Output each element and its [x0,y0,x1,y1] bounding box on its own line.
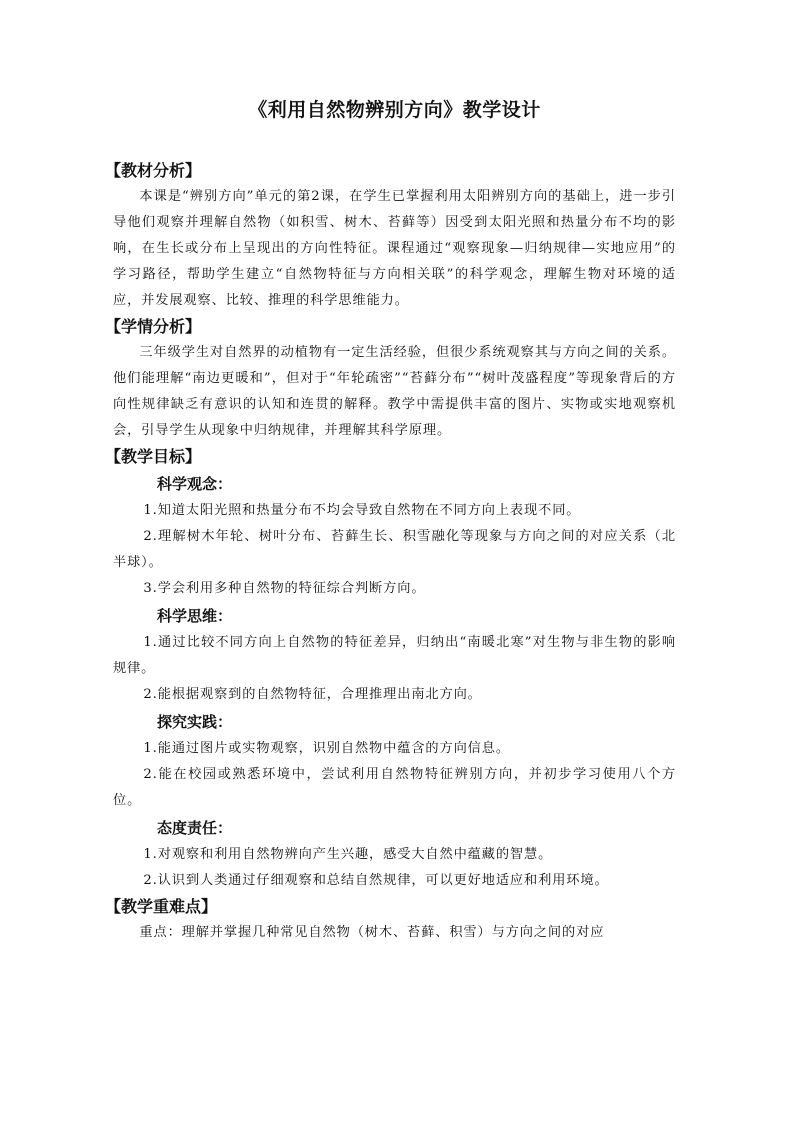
section-heading: 【学情分析】 [105,317,202,336]
section-teaching-goals [105,444,676,894]
goal-subheading: 态度责任： [157,819,233,837]
section-student-analysis [105,314,676,444]
goal-group-attitude [113,814,676,894]
goal-group-practice [113,708,676,814]
document-page [105,96,676,946]
goal-item: 2.认识到人类通过仔细观察和总结自然规律，可以更好地适应和利用环境。 [143,873,609,888]
section-key-difficult-points [105,894,676,946]
section-heading: 【教学目标】 [105,447,202,466]
goal-item: 2.能在校园或熟悉环境中，尝试利用自然物特征辨别方向，并初步学习使用八个方位。 [113,767,676,808]
goal-group-thinking [113,602,676,708]
section-textbook-analysis [105,158,676,314]
goal-item: 2.能根据观察到的自然物特征，合理推理出南北方向。 [143,687,482,702]
section-paragraph: 三年级学生对自然界的动植物有一定生活经验，但很少系统观察其与方向之间的关系。他们能理解“南边更暖和”，但对于“年轮疏密”“苔藓分布”“树叶茂盛程度”等现象背后的方向性规律缺乏有意识的认知和连贯的解释。教学中需提供丰富的图片、实物或实地观察机会，引导学生从现象中归纳规律，并理解其科学原理。 [113,345,676,438]
goal-subheading: 探究实践： [157,713,233,731]
goal-item: 2.理解树木年轮、树叶分布、苔藓生长、积雪融化等现象与方向之间的对应关系（北半球）。 [113,529,676,570]
goal-subheading: 科学观念： [157,475,233,493]
goal-item: 1.对观察和利用自然物辨向产生兴趣，感受大自然中蕴藏的智慧。 [143,847,553,862]
goal-item: 3.学会利用多种自然物的特征综合判断方向。 [143,581,426,596]
section-paragraph: 本课是“辨别方向”单元的第2课，在学生已掌握利用太阳辨别方向的基础上，进一步引导他们观察并理解自然物（如积雪、树木、苔藓等）因受到太阳光照和热量分布不均的影响，在生长或分布上呈现出的方向性特征。课程通过“观察现象—归纳规律—实地应用”的学习路径，帮助学生建立“自然物特征与方向相关联”的科学观念，理解生物对环境的适应，并发展观察、比较、推理的科学思维能力。 [113,189,676,308]
section-heading: 【教材分析】 [105,161,202,180]
goal-item: 1.知道太阳光照和热量分布不均会导致自然物在不同方向上表现不同。 [143,503,581,518]
goal-subheading: 科学思维： [157,607,233,625]
goal-group-concept [113,470,676,602]
section-heading: 【教学重难点】 [105,897,218,916]
section-paragraph: 重点：理解并掌握几种常见自然物（树木、苔藓、积雪）与方向之间的对应 [139,925,605,940]
goal-item: 1.通过比较不同方向上自然物的特征差异，归纳出“南暖北寒”对生物与非生物的影响规律。 [113,635,676,676]
document-title: 《利用自然物辨别方向》教学设计 [248,99,541,121]
goal-item: 1.能通过图片或实物观察，识别自然物中蕴含的方向信息。 [143,741,510,756]
